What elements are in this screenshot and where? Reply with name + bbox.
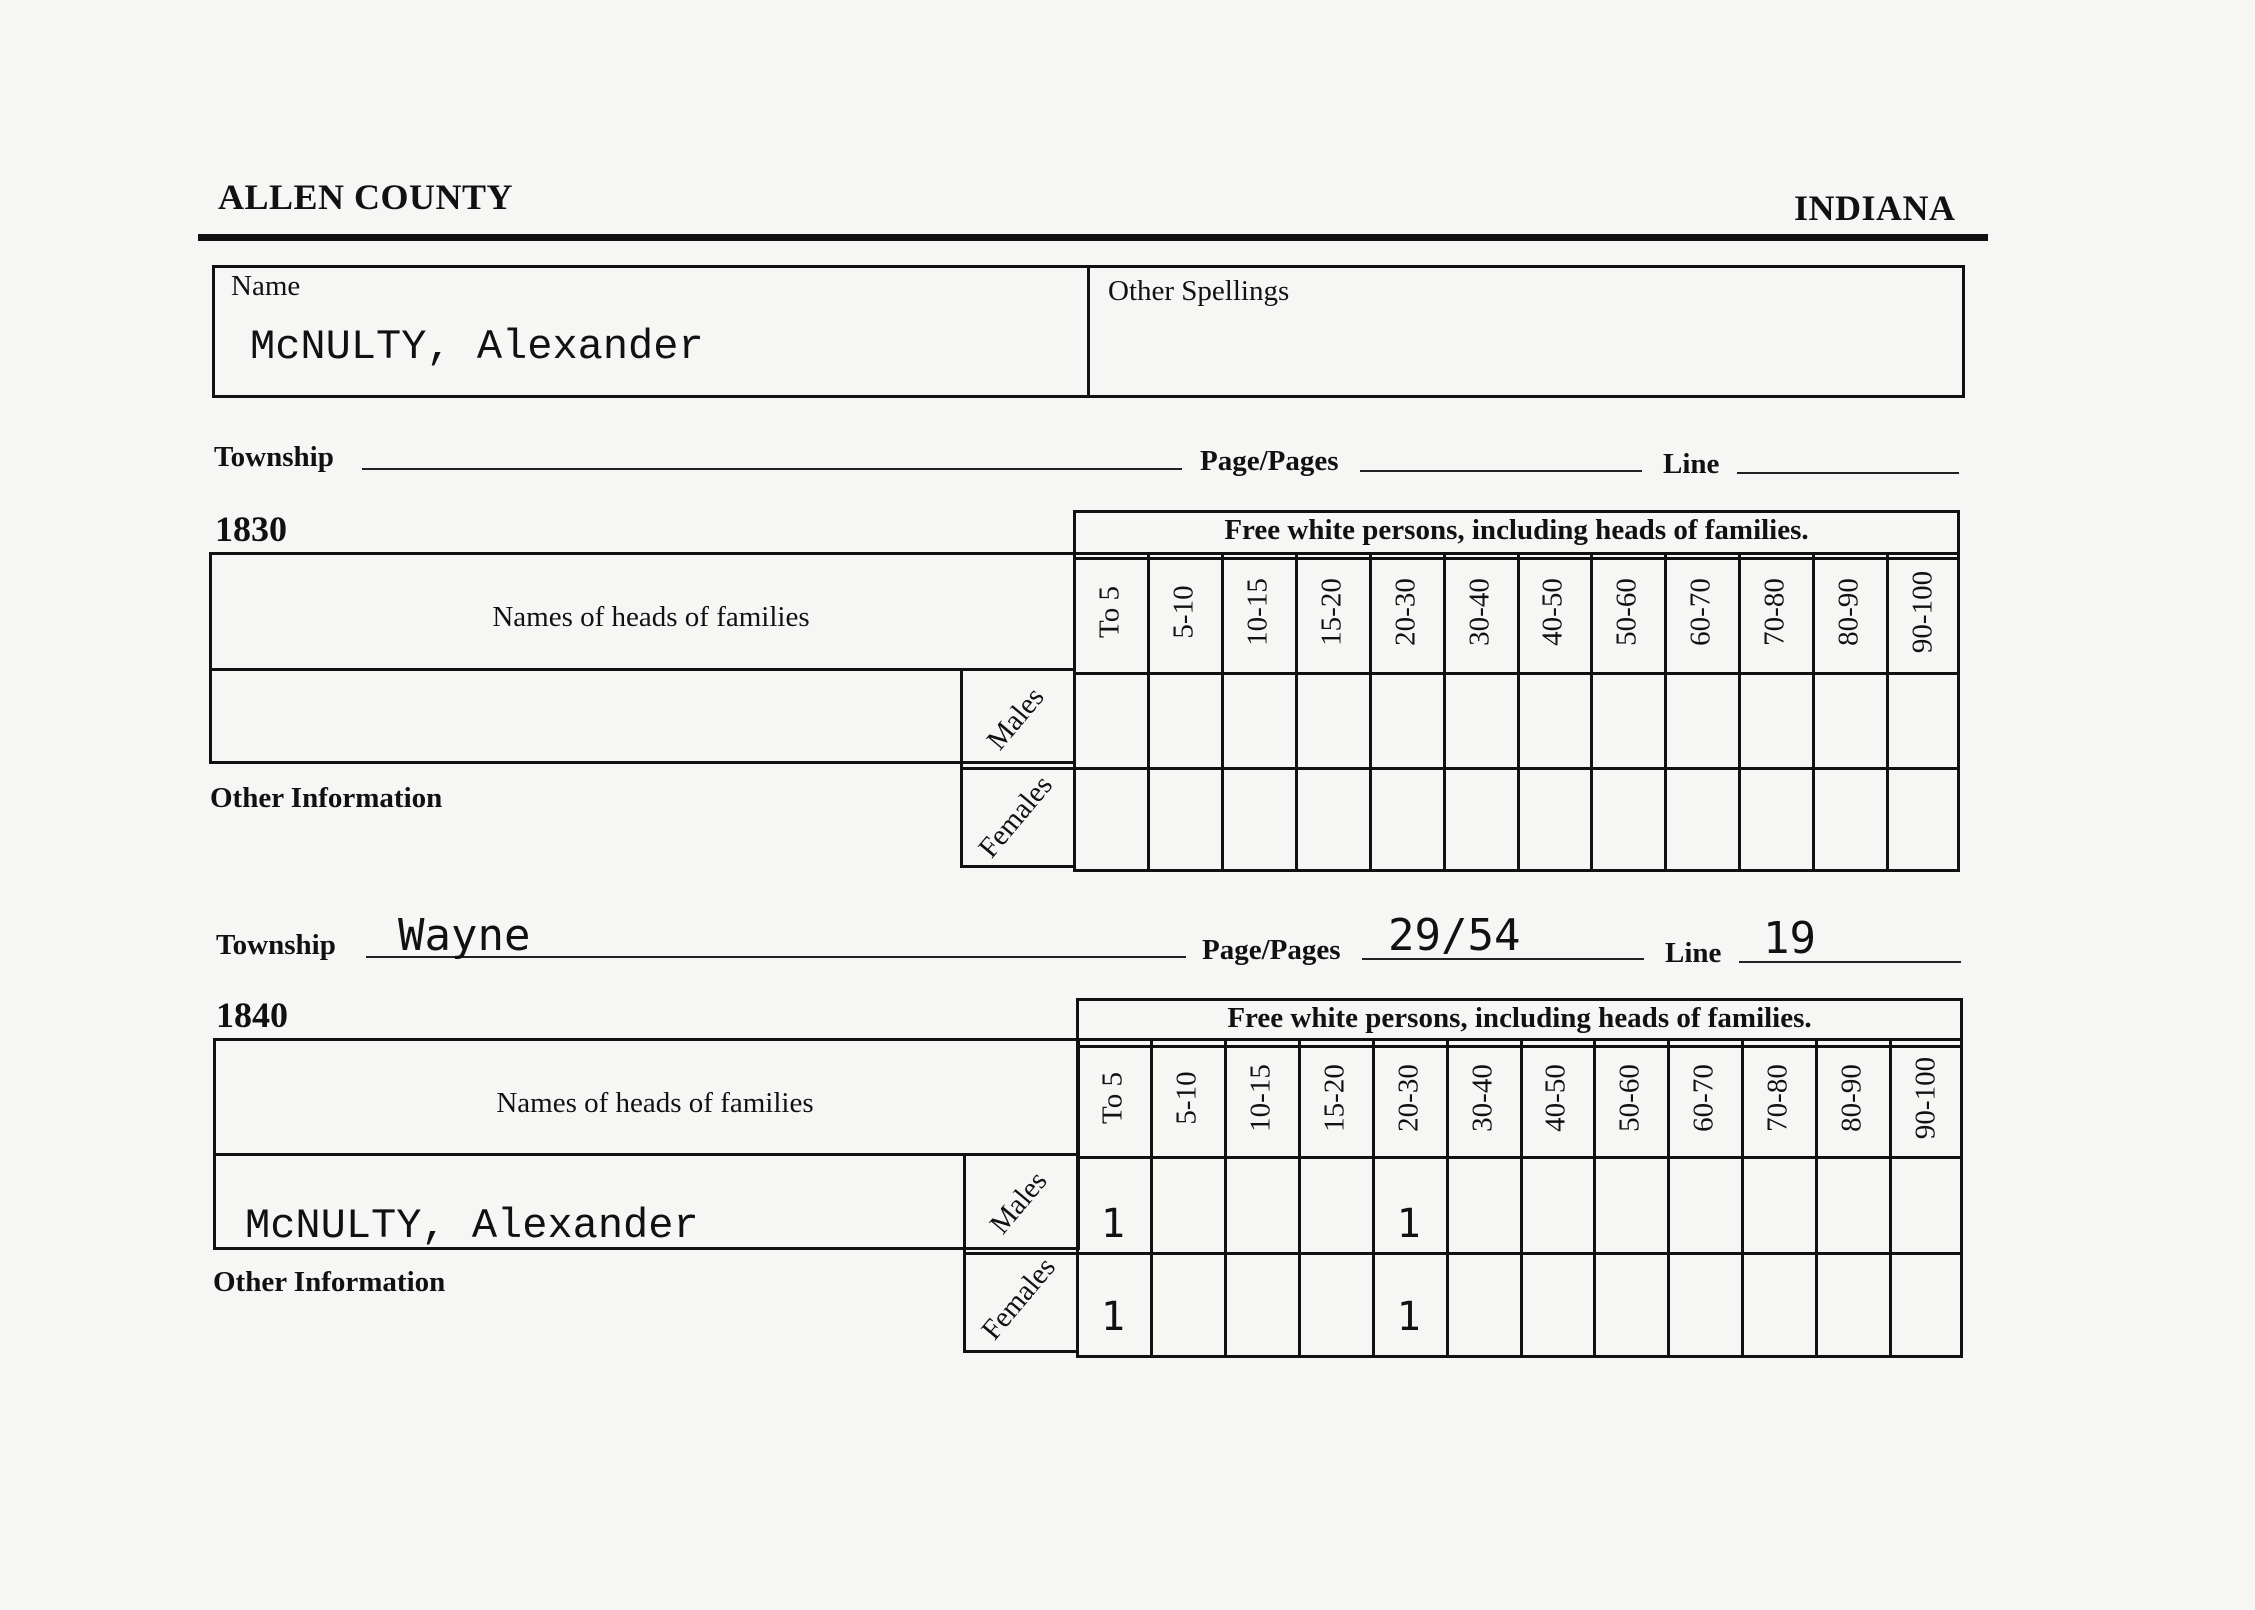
females-count-cell[interactable]: 1: [1396, 1294, 1421, 1340]
males-count-cell[interactable]: 1: [1100, 1201, 1125, 1247]
other-spellings-label: Other Spellings: [1108, 275, 1290, 307]
township-value[interactable]: Wayne: [398, 910, 531, 961]
head-name[interactable]: McNULTY, Alexander: [245, 1202, 699, 1250]
state-title: INDIANA: [1794, 188, 1956, 228]
females-label: Females: [972, 769, 1059, 864]
age-column-header: 40-50: [1536, 578, 1569, 646]
males-label: Males: [980, 681, 1051, 757]
line-line: [1737, 472, 1959, 474]
county-title: ALLEN COUNTY: [218, 177, 514, 217]
age-column-divider: [1224, 1038, 1227, 1358]
age-column-divider: [1517, 552, 1520, 872]
age-column-header: To 5: [1096, 1072, 1129, 1124]
age-column-divider: [1446, 1038, 1449, 1358]
names-header-divider: [209, 668, 1076, 671]
line-label: Line: [1663, 448, 1720, 480]
age-column-divider: [1664, 552, 1667, 872]
male-female-divider: [960, 767, 1960, 770]
age-column-header: 15-20: [1318, 1064, 1351, 1132]
age-column-divider: [1221, 552, 1224, 872]
males-label: Males: [983, 1165, 1054, 1241]
males-count-cell[interactable]: 1: [1396, 1201, 1421, 1247]
age-column-divider: [1886, 552, 1889, 872]
name-box-divider: [1087, 265, 1090, 398]
line-value[interactable]: 19: [1763, 913, 1816, 964]
females-count-cell[interactable]: 1: [1100, 1294, 1125, 1340]
age-column-divider: [1667, 1038, 1670, 1358]
age-column-header: 40-50: [1539, 1064, 1572, 1132]
age-column-header: 60-70: [1687, 1064, 1720, 1132]
age-column-header: 10-15: [1241, 578, 1274, 646]
township-label: Township: [214, 441, 334, 473]
age-column-divider: [1147, 552, 1150, 872]
page-label: Page/Pages: [1202, 934, 1341, 966]
age-column-header: 70-80: [1758, 578, 1791, 646]
age-column-divider: [1369, 552, 1372, 872]
header-rule: [198, 234, 1988, 241]
age-column-header: 50-60: [1610, 578, 1643, 646]
names-header-divider: [213, 1153, 1080, 1156]
age-column-header: 90-100: [1906, 570, 1939, 654]
age-column-header: 70-80: [1761, 1064, 1794, 1132]
females-label: Females: [975, 1251, 1062, 1346]
age-column-divider: [1372, 1038, 1375, 1358]
age-column-divider: [1298, 1038, 1301, 1358]
name-value[interactable]: McNULTY, Alexander: [250, 323, 704, 371]
age-column-divider: [1150, 1038, 1153, 1358]
age-column-divider: [1590, 552, 1593, 872]
age-column-header: 80-90: [1832, 578, 1865, 646]
male-female-divider: [963, 1252, 1963, 1255]
age-column-header: 5-10: [1167, 585, 1200, 639]
age-column-divider: [1593, 1038, 1596, 1358]
age-column-header: 30-40: [1463, 578, 1496, 646]
page-line: [1360, 470, 1642, 472]
names-box: [209, 552, 1076, 764]
line-label: Line: [1665, 937, 1722, 969]
age-column-divider: [1520, 1038, 1523, 1358]
age-column-header: 90-100: [1909, 1056, 1942, 1140]
age-column-header: 10-15: [1244, 1064, 1277, 1132]
name-label: Name: [231, 270, 301, 302]
page-value[interactable]: 29/54: [1388, 910, 1521, 961]
age-column-header: 15-20: [1315, 578, 1348, 646]
township-label: Township: [216, 929, 336, 961]
free-white-header: Free white persons, including heads of families.: [1227, 1002, 1812, 1034]
year-label: 1830: [215, 509, 287, 549]
year-label: 1840: [216, 995, 288, 1035]
other-information-label: Other Information: [210, 782, 443, 814]
age-column-divider: [1295, 552, 1298, 872]
township-line: [362, 468, 1182, 470]
names-header: Names of heads of families: [492, 601, 810, 633]
age-column-divider: [1738, 552, 1741, 872]
age-column-header: 20-30: [1389, 578, 1422, 646]
age-column-header: To 5: [1093, 586, 1126, 638]
age-column-divider: [1889, 1038, 1892, 1358]
age-column-header: 50-60: [1613, 1064, 1646, 1132]
age-column-header: 30-40: [1466, 1064, 1499, 1132]
age-column-divider: [1815, 1038, 1818, 1358]
names-header: Names of heads of families: [496, 1087, 814, 1119]
age-column-header: 80-90: [1835, 1064, 1868, 1132]
age-column-header: 5-10: [1170, 1071, 1203, 1125]
other-information-label: Other Information: [213, 1266, 446, 1298]
age-column-divider: [1812, 552, 1815, 872]
free-white-header: Free white persons, including heads of families.: [1224, 514, 1809, 546]
age-column-header: 20-30: [1392, 1064, 1425, 1132]
age-column-header: 60-70: [1684, 578, 1717, 646]
page-label: Page/Pages: [1200, 445, 1339, 477]
age-column-divider: [1741, 1038, 1744, 1358]
age-column-divider: [1443, 552, 1446, 872]
